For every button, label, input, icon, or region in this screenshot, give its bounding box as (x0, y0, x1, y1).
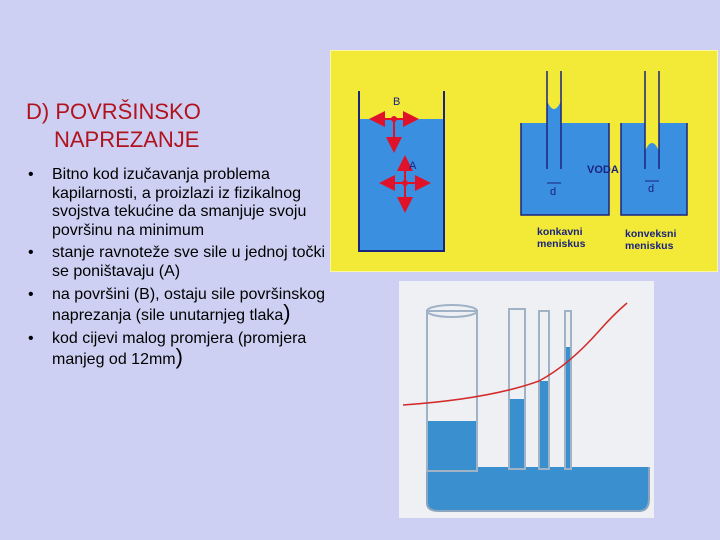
label-voda: VODA (587, 164, 619, 176)
label-a: A (409, 160, 417, 172)
point-a (402, 180, 408, 186)
tube-3-water (539, 381, 549, 469)
title-line-1: D) POVRŠINSKO (26, 99, 201, 124)
bullet-item (26, 244, 326, 281)
label-d-left: d (550, 186, 557, 198)
bullet-item (26, 286, 326, 326)
bullet-item (26, 166, 326, 240)
title-line-2: NAPREZANJE (54, 127, 200, 152)
caption-concave-1: konkavni (537, 226, 583, 238)
convex-tube-gap (645, 71, 659, 151)
capillary-tubes-svg (399, 281, 654, 518)
bullet-icon: • (28, 166, 34, 183)
caption-concave-2: meniskus (537, 238, 586, 250)
bullet-text: stanje ravnoteže sve sile u jednoj točki se poništavaju (A) (52, 244, 326, 280)
point-b (391, 116, 397, 122)
caption-convex-1: konveksni (625, 228, 677, 240)
beaker-water (359, 119, 444, 251)
bullet-tail: ) (283, 300, 291, 326)
meniscus-diagram (330, 50, 718, 272)
caption-convex-2: meniskus (625, 240, 674, 252)
label-d-right: d (648, 183, 655, 195)
bullet-text: Bitno kod izučavanja problema kapilarnosti, a proizlazi iz fizikalnog svojstva tekućine da smanjuje svoju površinu na minimum (52, 166, 307, 239)
bullet-icon: • (28, 329, 34, 347)
bullet-icon: • (28, 285, 34, 303)
bullet-text: kod cijevi malog promjera (promjera manjeg od 12mm (52, 329, 307, 369)
bullet-tail: ) (175, 344, 183, 370)
label-b: B (393, 96, 401, 108)
bullet-list (26, 166, 326, 374)
capillary-rise-curve (403, 303, 627, 405)
slide-title (26, 98, 326, 154)
bullet-icon: • (28, 244, 34, 262)
bullet-item (26, 330, 326, 370)
capillary-tubes-photo (399, 281, 654, 518)
meniscus-diagram-svg (331, 51, 719, 273)
tube-2-water (509, 399, 525, 469)
bullet-text: na površini (B), ostaju sile površinskog naprezanja (sile unutarnjeg tlaka (52, 285, 326, 325)
